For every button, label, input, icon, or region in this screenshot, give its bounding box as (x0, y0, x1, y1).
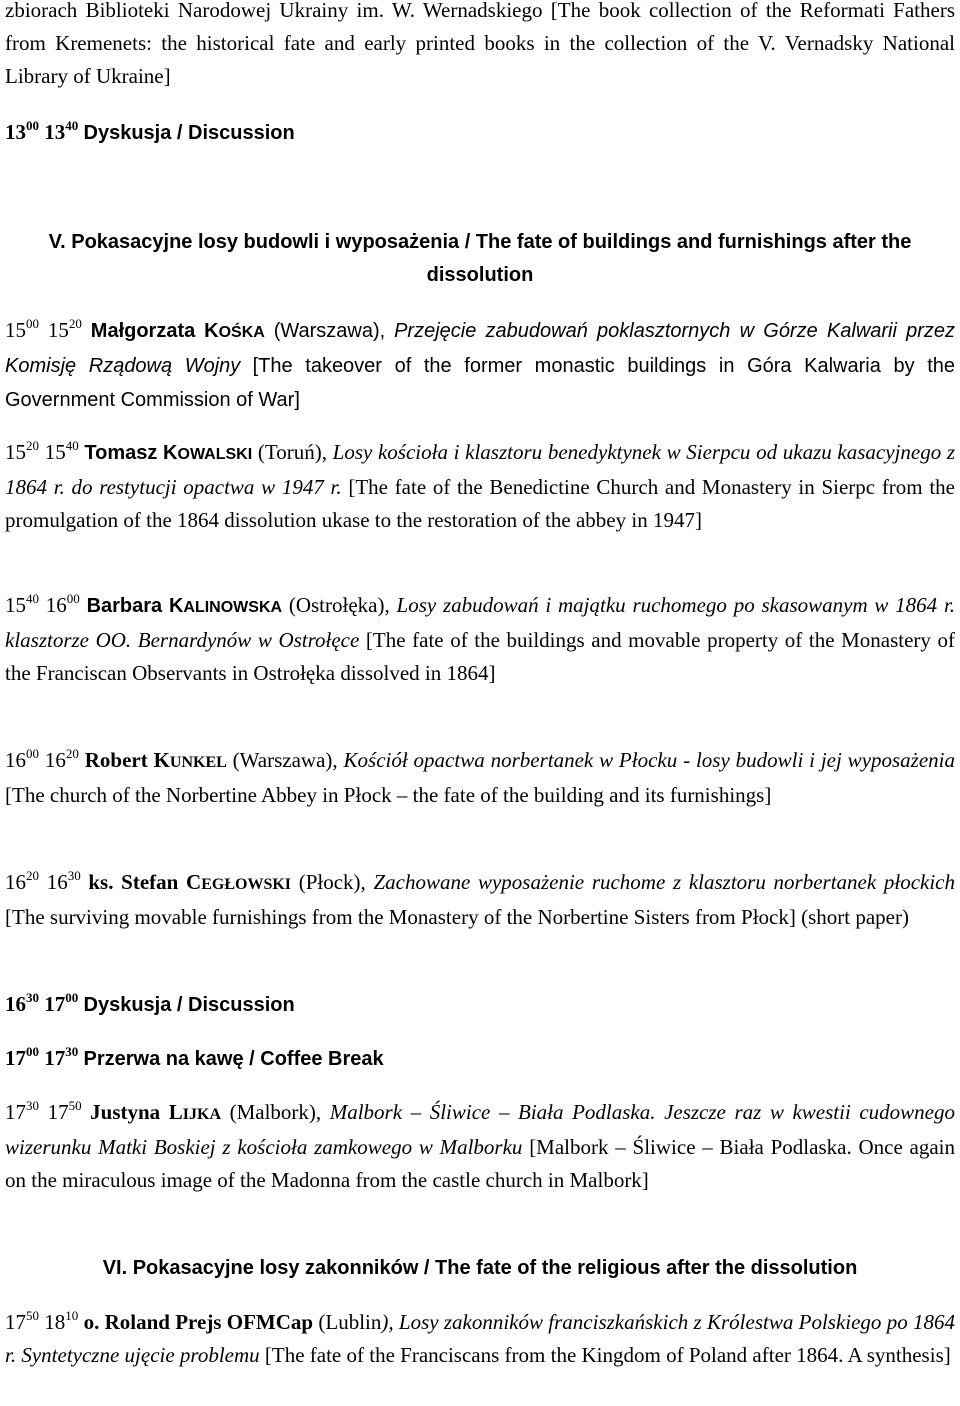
talk-title-en: [Malbork – Śliwice – Biała Podlaska. Once again on the miraculous image of the Madonna from the castle church in Malbork] (5, 1135, 955, 1192)
talk-title-en: [The fate of the buildings and movable property of the Monastery of the Franciscan Observants in Ostrołęka dissolved in 1864] (5, 628, 955, 685)
time-end-hour: 15 (44, 440, 66, 464)
time-end-min: 00 (66, 591, 80, 606)
time-start-hour: 16 (5, 748, 26, 772)
time-start-min: 00 (26, 118, 39, 133)
talk-koska (5, 314, 955, 417)
time-start-hour: 13 (5, 120, 26, 144)
section-6-title: VI. Pokasacyjne losy zakonników / The fate of the religious after the dissolution (102, 1257, 858, 1279)
time-start-min: 00 (26, 1044, 39, 1059)
time-end-min: 50 (68, 1098, 82, 1113)
speaker-first-name: Barbara (86, 595, 163, 617)
discussion-2 (5, 988, 955, 1022)
speaker-place: (Warszawa), (232, 748, 338, 772)
talk-title-pl: Losy zabudowań i majątku ruchomego po skasowanym w 1864 r. klasztorze OO. Bernardynów w Ostrołęce (5, 593, 956, 652)
time-end-min: 20 (65, 746, 79, 761)
talk-title-pl: Kościół opactwa norbertanek w Płocku - losy budowli i jej wyposażenia (343, 748, 956, 772)
talk-lijka (5, 1096, 955, 1197)
speaker-first-name: Robert (84, 748, 148, 772)
speaker-place: (Warszawa), (273, 320, 386, 342)
talk-ceglowski (5, 866, 955, 934)
speaker-name: o. Roland Prejs OFMCap (83, 1310, 314, 1334)
talk-kowalski (5, 436, 955, 537)
speaker-last-name: KOŚKA (204, 320, 265, 342)
coffee-break (5, 1042, 955, 1076)
speaker-last-name: KUNKEL (153, 748, 227, 772)
speaker-place: (Lublin (318, 1310, 382, 1334)
time-end-min: 40 (65, 438, 79, 453)
time-start-min: 40 (26, 591, 39, 606)
discussion-label: Dyskusja / Discussion (83, 122, 295, 144)
speaker-last-name: CEGŁOWSKI (186, 870, 292, 894)
time-start-min: 20 (26, 868, 39, 883)
talk-title-pl: Zachowane wyposażenie ruchome z klasztoru norbertanek płockich (373, 870, 955, 894)
time-end-hour: 17 (44, 1046, 66, 1070)
discussion-1 (5, 116, 955, 150)
intro-paragraph (5, 0, 955, 93)
time-start-min: 00 (26, 316, 39, 331)
time-start-hour: 15 (5, 440, 26, 464)
time-start-hour: 17 (5, 1046, 26, 1070)
time-start-hour: 15 (5, 318, 26, 342)
speaker-first-name: Tomasz (84, 442, 158, 464)
talk-title-pl: Malbork – Śliwice – Biała Podlaska. Jeszcze raz w kwestii cudownego wizerunku Matki Boskiej z kościoła zamkowego w Malborku (5, 1100, 956, 1159)
section-6-heading (5, 1252, 955, 1285)
time-end-hour: 17 (44, 992, 66, 1016)
speaker-first-name: ks. Stefan (88, 870, 179, 894)
section-5-title: V. Pokasacyjne losy budowli i wyposażenia / The fate of buildings and furnishings after the dissolution (48, 231, 912, 286)
time-end-hour: 16 (45, 593, 67, 617)
speaker-first-name: Justyna (90, 1100, 161, 1124)
time-end-hour: 15 (47, 318, 69, 342)
time-end-min: 10 (65, 1308, 79, 1323)
time-start-min: 50 (26, 1308, 39, 1323)
time-start-min: 20 (26, 438, 39, 453)
talk-kalinowska (5, 589, 955, 690)
speaker-place: (Toruń), (257, 440, 327, 464)
section-5-heading (5, 226, 955, 292)
time-start-min: 30 (26, 990, 39, 1005)
time-end-hour: 17 (47, 1100, 69, 1124)
time-end-min: 30 (65, 1044, 79, 1059)
talk-title-en: [The takeover of the former monastic buildings in Góra Kalwaria by the Government Commission of War] (5, 355, 955, 411)
time-start-min: 30 (26, 1098, 39, 1113)
intro-text: zbiorach Biblioteki Narodowej Ukrainy im. W. Wernadskiego [The book collection of the Reformati Fathers from Kremenets: the historical fate and early printed books in the collection of the V. Vernadsky National Library of Ukraine] (5, 0, 955, 88)
talk-prejs (5, 1306, 955, 1372)
time-start-hour: 17 (5, 1100, 26, 1124)
speaker-last-name: KOWALSKI (163, 442, 253, 464)
speaker-last-name: KALINOWSKA (168, 595, 283, 617)
time-end-hour: 18 (44, 1310, 66, 1334)
talk-kunkel (5, 744, 955, 812)
time-start-hour: 16 (5, 992, 26, 1016)
speaker-place: (Malbork), (229, 1100, 322, 1124)
time-end-min: 20 (68, 316, 82, 331)
talk-title-en: [The fate of the Franciscans from the Kingdom of Poland after 1864. A synthesis] (264, 1343, 951, 1367)
talk-title-pl: ), Losy zakonników franciszkańskich z Królestwa Polskiego po 1864 r. Syntetyczne ujęcie problemu (5, 1310, 955, 1367)
time-end-hour: 16 (46, 870, 68, 894)
speaker-last-name: LIJKA (168, 1100, 222, 1124)
discussion-label: Dyskusja / Discussion (83, 994, 295, 1016)
time-start-hour: 17 (5, 1310, 26, 1334)
time-start-hour: 15 (5, 593, 26, 617)
time-end-min: 00 (65, 990, 79, 1005)
speaker-first-name: Małgorzata (90, 320, 196, 342)
talk-title-en: [The church of the Norbertine Abbey in Płock – the fate of the building and its furnishings] (5, 783, 772, 807)
speaker-place: (Płock), (298, 870, 366, 894)
coffee-break-label: Przerwa na kawę / Coffee Break (83, 1048, 384, 1070)
talk-title-en: [The surviving movable furnishings from the Monastery of the Norbertine Sisters from Płock] (short paper) (5, 905, 909, 929)
talk-title-en: [The fate of the Benedictine Church and Monastery in Sierpc from the promulgation of the 1864 dissolution ukase to the restoration of the abbey in 1947] (5, 475, 955, 532)
time-end-hour: 16 (44, 748, 66, 772)
time-end-min: 40 (65, 118, 79, 133)
time-start-min: 00 (26, 746, 39, 761)
time-start-hour: 16 (5, 870, 26, 894)
talk-title-pl: Losy kościoła i klasztoru benedyktynek w Sierpcu od ukazu kasacyjnego z 1864 r. do restytucji opactwa w 1947 r. (5, 440, 956, 499)
time-end-hour: 13 (44, 120, 66, 144)
time-end-min: 30 (67, 868, 81, 883)
talk-title-pl: Przejęcie zabudowań poklasztornych w Górze Kalwarii przez Komisję Rządową Wojny (5, 320, 956, 377)
speaker-place: (Ostrołęka), (288, 593, 390, 617)
